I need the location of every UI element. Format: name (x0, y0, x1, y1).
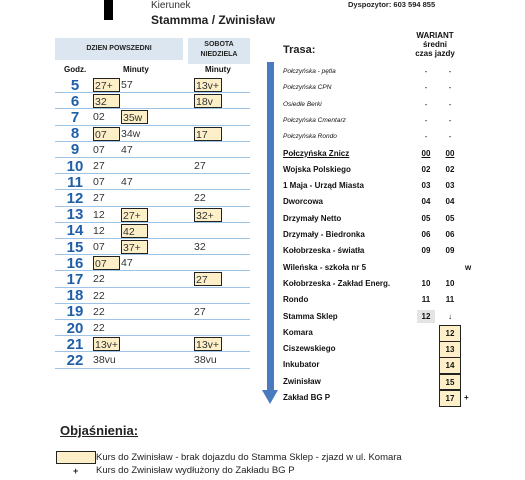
weekend-departure: 22 (194, 192, 206, 205)
weekday-departure: 22 (93, 273, 105, 286)
weekday-departure: 02 (93, 111, 105, 124)
hour-cell: 17 (66, 270, 84, 288)
wilenska-mark: w (465, 263, 472, 272)
variant1-time: 06 (421, 230, 431, 239)
hour-cell: 21 (66, 335, 84, 353)
hour-cell: 20 (66, 319, 84, 337)
weekday-departure: 07 (93, 241, 105, 253)
variant2-time: 17 (439, 390, 461, 407)
weekend-minutes-column-label: Minuty (205, 65, 231, 74)
legend-box-swatch (56, 451, 96, 464)
route-stop-name: Połczyńska - pętla (283, 68, 336, 75)
weekday-departure: 12 (93, 208, 105, 221)
legend-plus-text: Kurs do Zwinisław wydłużony do Zakładu BG P (96, 465, 295, 476)
weekend-header-line1: SOBOTA (204, 41, 234, 48)
variant2-time: 12 (439, 325, 461, 342)
route-stop-name: Zakład BG P (283, 393, 331, 402)
hour-cell: 6 (70, 92, 80, 110)
legend-title: Objaśnienia: (60, 423, 139, 438)
weekend-departure: 32+ (194, 208, 222, 222)
weekday-departure: 34w (121, 127, 141, 140)
legend-box-text: Kurs do Zwinisław - brak dojazdu do Stamma Sklep - zjazd w ul. Komara (96, 452, 402, 463)
variant1-time: 09 (421, 246, 431, 256)
variant1-time: - (424, 115, 428, 125)
hour-cell: 5 (70, 76, 80, 94)
variant2-time: ↓ (448, 311, 452, 321)
variant2-time: - (448, 115, 452, 125)
weekday-departure: 13v+ (95, 339, 119, 352)
variant2-time: 10 (445, 278, 455, 288)
hour-cell: 18 (66, 287, 84, 305)
variant2-time: 03 (445, 181, 455, 191)
variant1-time: 11 (421, 295, 431, 305)
weekday-departure: 32 (93, 94, 120, 108)
weekend-header (188, 38, 250, 64)
weekend-departure: 27 (194, 305, 206, 318)
variant1-time: 04 (421, 197, 431, 207)
variant1-time: - (424, 132, 428, 142)
route-stop-name: Połczyńska CPN (283, 84, 332, 92)
route-stop-name: Zwinisław (283, 376, 321, 386)
legend-plus-symbol: + (73, 466, 79, 476)
variant1-time: 10 (421, 278, 431, 288)
variant-header-line3: czas jazdy (415, 49, 455, 58)
variant1-time: - (424, 99, 428, 109)
weekday-departure: 22 (93, 289, 105, 302)
weekend-departure: 13v+ (194, 78, 222, 92)
variant2-time: 02 (445, 164, 455, 174)
route-stop-name: Rondo (283, 295, 309, 305)
hour-cell: 16 (66, 254, 84, 272)
weekday-departure: 12 (93, 224, 105, 237)
route-stop-name: Połczyńska Cmentarz (283, 116, 346, 124)
weekday-departure: 38vu (93, 354, 116, 367)
variant2-time: - (448, 83, 452, 93)
weekday-departure: 27 (93, 160, 105, 172)
weekend-departure: 17 (194, 127, 222, 141)
weekend-header-line2: NIEDZIELA (200, 51, 238, 58)
plus-mark: + (464, 393, 469, 402)
variant1-time: 12 (417, 310, 435, 323)
route-stop-name: Drzymały - Biedronka (283, 230, 365, 239)
route-stop-name: Ciszewskiego (283, 344, 336, 354)
hour-cell: 7 (70, 108, 80, 126)
variant2-time: - (448, 132, 452, 142)
variant2-time: 14 (439, 357, 461, 374)
route-stop-name: 1 Maja - Urząd Miasta (283, 181, 364, 191)
variant2-time: 11 (445, 295, 455, 305)
minutes-column-label: Minuty (123, 65, 149, 74)
route-stop-name: Komara (283, 327, 313, 337)
route-stop-name: Inkubator (283, 360, 320, 370)
weekend-departure: 32 (194, 241, 206, 253)
route-stop-name: Połczyńska Znicz (283, 148, 350, 158)
route-stop-name: Osiedle Berki (283, 100, 322, 108)
route-stop-name: Kołobrzeska - Zakład Energ. (283, 278, 391, 288)
route-stop-name: Stamma Sklep (283, 311, 338, 321)
weekday-departure: 22 (93, 322, 105, 334)
hour-cell: 11 (67, 173, 83, 191)
weekday-departure: 27+ (93, 78, 120, 92)
weekend-departure: 27 (194, 160, 206, 172)
weekday-departure: 47 (121, 257, 133, 270)
hour-cell: 8 (70, 125, 80, 143)
variant-header-line2: średni (422, 40, 447, 49)
weekend-departure: 18v (194, 94, 222, 108)
hour-cell: 19 (66, 303, 84, 321)
weekday-departure: 42 (121, 224, 148, 238)
variant1-time: - (424, 67, 428, 76)
variant1-time: 05 (421, 213, 431, 223)
variant1-time: 02 (421, 164, 431, 174)
weekday-departure: 07 (93, 127, 120, 141)
route-stop-name: Dworcowa (283, 197, 324, 207)
destination-title: Stammma / Zwinisław (151, 13, 276, 27)
route-title: Trasa: (283, 44, 316, 56)
variant-header (405, 31, 465, 58)
route-stop-name: Wileńska - szkoła nr 5 (283, 262, 367, 272)
route-arrow-head-icon (262, 390, 278, 404)
weekday-departure: 22 (93, 305, 105, 318)
weekday-departure: 07 (93, 143, 105, 156)
weekend-departure: 13v+ (194, 337, 222, 351)
hour-cell: 22 (66, 351, 84, 369)
variant2-time: 09 (445, 246, 455, 256)
variant1-time: 00 (421, 148, 431, 158)
hour-cell: 13 (66, 206, 84, 224)
weekend-departure: 27 (194, 272, 222, 286)
route-arrow-shaft (267, 62, 274, 392)
dispatcher-phone: Dyspozytor: 603 594 855 (348, 0, 436, 9)
weekend-departure: 38vu (194, 354, 217, 367)
route-stop-name: Wojska Polskiego (283, 164, 351, 174)
hour-cell: 12 (66, 189, 84, 207)
variant2-time: - (448, 67, 452, 76)
weekday-departure: 07 (93, 176, 105, 189)
variant2-time: 05 (445, 213, 455, 223)
weekday-departure: 27+ (121, 208, 148, 222)
variant1-time: 03 (421, 181, 431, 191)
weekday-departure: 57 (121, 79, 133, 91)
header-black-bar (104, 0, 113, 20)
weekday-departure: 27 (93, 192, 105, 205)
weekday-departure: 35w (121, 110, 148, 124)
weekday-departure: 47 (121, 143, 133, 156)
direction-label: Kierunek (151, 0, 191, 11)
variant2-time: 13 (439, 341, 461, 358)
hour-cell: 10 (66, 157, 84, 175)
variant-header-line1: WARIANT (416, 31, 454, 40)
variant1-time: - (424, 83, 428, 93)
variant2-time: 06 (445, 230, 455, 239)
weekday-departure: 37+ (121, 240, 148, 254)
route-stop-name: Kołobrzeska - światła (283, 246, 365, 256)
hour-column-label: Godz. (64, 65, 87, 74)
variant2-time: - (448, 99, 452, 109)
route-stop-name: Drzymały Netto (283, 213, 342, 223)
hour-cell: 9 (70, 141, 80, 159)
hour-cell: 15 (66, 238, 84, 256)
route-stop-name: Połczyńska Rondo (283, 133, 337, 141)
weekday-header: DZIEN POWSZEDNI (55, 38, 183, 60)
variant2-time: 04 (445, 197, 455, 207)
weekday-departure: 47 (121, 176, 133, 189)
variant2-time: 15 (439, 374, 461, 391)
hour-cell: 14 (66, 222, 84, 240)
weekday-departure: 07 (93, 256, 120, 270)
variant2-time: 00 (445, 148, 455, 158)
